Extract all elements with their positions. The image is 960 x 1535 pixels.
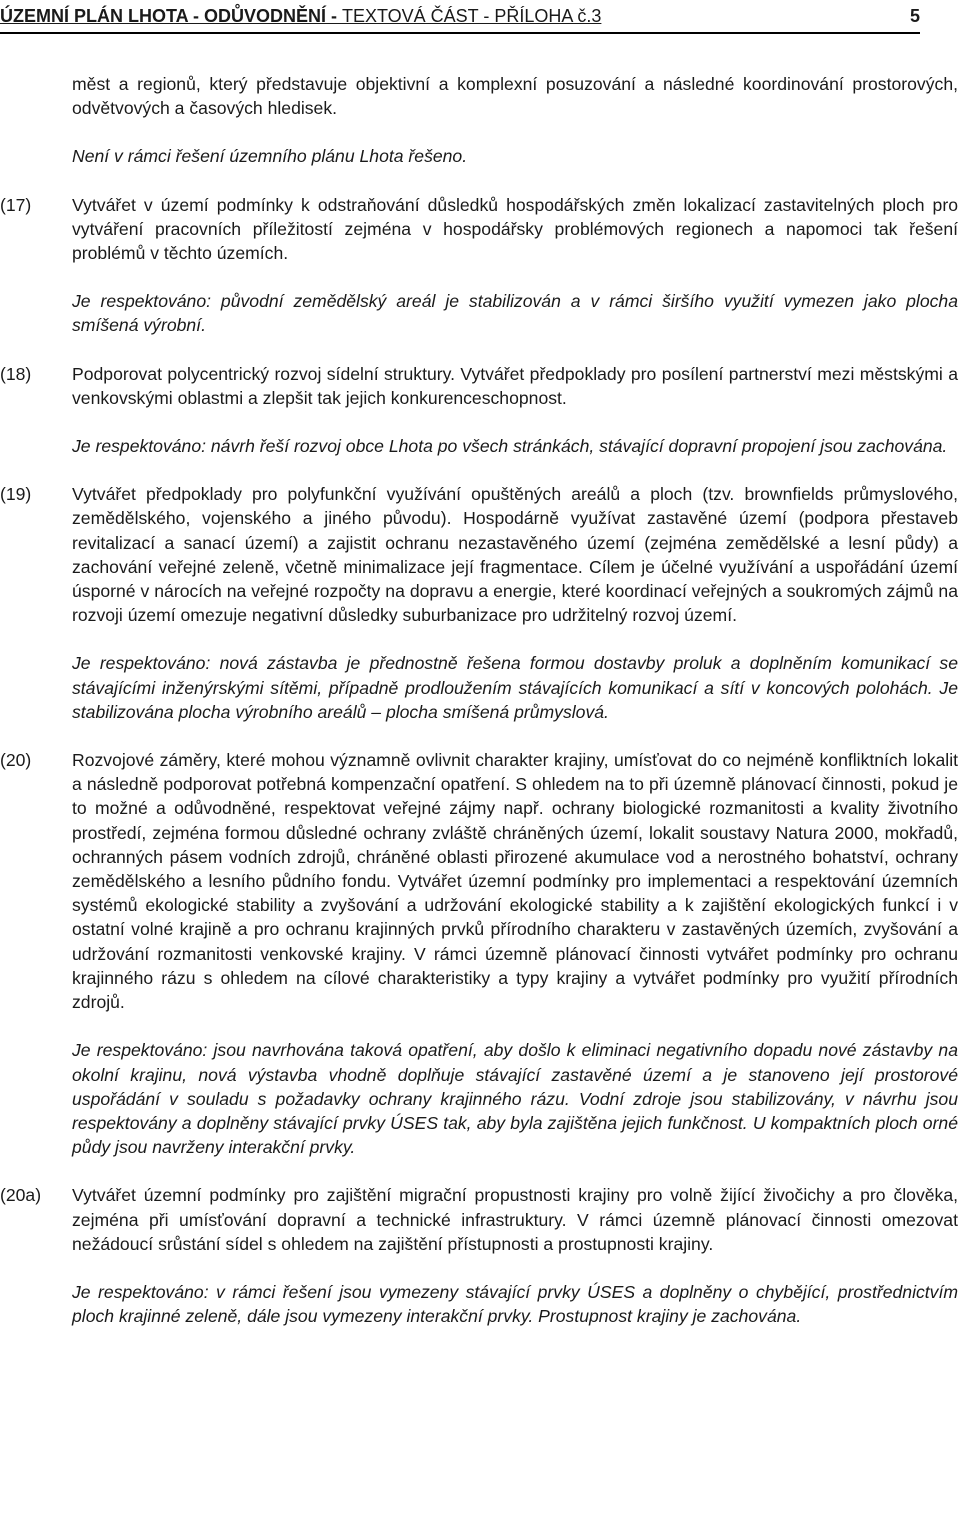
commentary-text: Je respektováno: nová zástavba je přednostně řešena formou dostavby proluk a doplněním komunikací se stávajícími inženýrskými sítěmi, případně prodloužením stávajících komunikací a sítí v koncových polohách. Je stabilizována plocha výrobního areálů – plocha smíšená průmyslová. bbox=[72, 653, 958, 722]
paragraph-text: měst a regionů, který představuje objektivní a komplexní posuzování a následné koordinování prostorových, odvětvových a časových hledisek. bbox=[72, 74, 958, 119]
paragraph-20a bbox=[0, 1183, 958, 1256]
paragraph-20 bbox=[0, 748, 958, 1014]
paragraph-17-commentary bbox=[0, 289, 958, 337]
paragraph-19-commentary bbox=[0, 651, 958, 724]
paragraph-number: (20) bbox=[0, 750, 32, 771]
header-title-light: TEXTOVÁ ČÁST - PŘÍLOHA č.3 bbox=[341, 6, 602, 26]
paragraph-number: (20a) bbox=[0, 1185, 42, 1206]
paragraph-text: Rozvojové záměry, které mohou významně ovlivnit charakter krajiny, umísťovat do co nejméně konfliktních lokalit a následně podporovat potřebná kompenzační opatření. S ohledem na to při územně plánovací činnosti, pokud je to možné a odůvodněné, respektovat veřejné zájmy např. ochrany biologické rozmanitosti a kvality životního prostředí, zejména formou důsledné ochrany zvláště chráněných území, lokalit soustavy Natura 2000, mokřadů, ochranných pásem vodních zdrojů, chráněné oblasti přirozené akumulace vod a nerostného bohatství, ochrany zemědělského a lesního půdního fondu. Vytvářet územní podmínky pro implementaci a respektování územních systémů ekologické stability a zvyšování a udržování ekologické stability a k zajištění ekologických funkcí i v ostatní volné krajině a pro ochranu krajinných prvků přírodního charakteru v zastavěných územích, zvyšování a udržování rozmanitosti venkovské krajiny. V rámci územně plánovací činnosti vytvářet podmínky pro ochranu krajinného rázu s ohledem na cílové charakteristiky a typy krajiny a vytvářet podmínky pro využití přírodních zdrojů. bbox=[72, 750, 958, 1013]
paragraph-number: (18) bbox=[0, 363, 32, 384]
paragraph-number: (17) bbox=[0, 194, 32, 215]
paragraph-continuation bbox=[0, 72, 958, 120]
commentary-text: Je respektováno: jsou navrhována taková opatření, aby došlo k eliminaci negativního dopadu nové zástavby na okolní krajinu, nová výstavba vhodně doplňuje stávající zastavěné území a je stanoveno její prostorové uspořádání v souladu s požadavky ochrany krajinného rázu. Vodní zdroje jsou stabilizovány, v návrhu jsou respektovány a doplněny stávající prvky ÚSES tak, aby byla zajištěna jejich funkčnost. U kompaktních ploch orné půdy jsou navrženy interakční prvky. bbox=[72, 1040, 958, 1158]
page-number: 5 bbox=[909, 6, 920, 26]
paragraph-number: (19) bbox=[0, 484, 32, 505]
commentary-text: Je respektováno: návrh řeší rozvoj obce Lhota po všech stránkách, stávající dopravní propojení jsou zachována. bbox=[72, 436, 948, 457]
paragraph-commentary bbox=[0, 144, 958, 168]
document-body bbox=[0, 72, 958, 1352]
paragraph-20a-commentary bbox=[0, 1280, 958, 1328]
paragraph-19 bbox=[0, 482, 958, 627]
paragraph-text: Vytvářet v území podmínky k odstraňování důsledků hospodářských změn lokalizací zastavitelných ploch pro vytváření pracovních příležitostí zejména v hospodářsky problémových regionech a napomoci tak řešení problémů v těchto územích. bbox=[72, 194, 958, 264]
paragraph-text: Podporovat polycentrický rozvoj sídelní struktury. Vytvářet předpoklady pro posílení partnerství mezi městskými a venkovskými oblastmi a zlepšit tak jejich konkurenceschopnost. bbox=[72, 363, 958, 408]
commentary-text: Není v rámci řešení územního plánu Lhota řešeno. bbox=[72, 146, 468, 167]
paragraph-20-commentary bbox=[0, 1038, 958, 1159]
paragraph-text: Vytvářet územní podmínky pro zajištění migrační propustnosti krajiny pro volně žijící živočichy a pro člověka, zejména při umísťování dopravní a technické infrastruktury. V rámci územně plánovací činnosti omezovat nežádoucí srůstání sídel s ohledem na zajištění přístupnosti a prostupnosti krajiny. bbox=[72, 1185, 958, 1254]
paragraph-18 bbox=[0, 362, 958, 410]
commentary-text: Je respektováno: původní zemědělský areál je stabilizován a v rámci širšího využití vymezen jako plocha smíšená výrobní. bbox=[72, 291, 958, 336]
header-title-bold: ÚZEMNÍ PLÁN LHOTA - ODŮVODNĚNÍ - bbox=[0, 6, 342, 26]
page-header bbox=[0, 4, 920, 34]
commentary-text: Je respektováno: v rámci řešení jsou vymezeny stávající prvky ÚSES a doplněny o chybějící, prostřednictvím ploch krajinné zeleně, dále jsou vymezeny interakční prvky. Prostupnost krajiny je zachována. bbox=[72, 1281, 958, 1327]
paragraph-18-commentary bbox=[0, 434, 958, 458]
paragraph-17 bbox=[0, 193, 958, 266]
paragraph-text: Vytvářet předpoklady pro polyfunkční využívání opuštěných areálů a ploch (tzv. brownfields průmyslového, zemědělského, vojenského a jiného původu). Hospodárně využívat zastavěné území (podpora přestaveb revitalizací a sanací území) a zajistit ochranu nezastavěného území (zejména zemědělské a lesní půdy) a zachování veřejné zeleně, včetně minimalizace její fragmentace. Cílem je účelné využívání a uspořádání území úsporné v nárocích na veřejné rozpočty na dopravu a energie, které koordinací veřejných a soukromých zájmů na rozvoji území omezuje negativní důsledky suburbanizace pro udržitelný rozvoj území. bbox=[72, 484, 958, 626]
